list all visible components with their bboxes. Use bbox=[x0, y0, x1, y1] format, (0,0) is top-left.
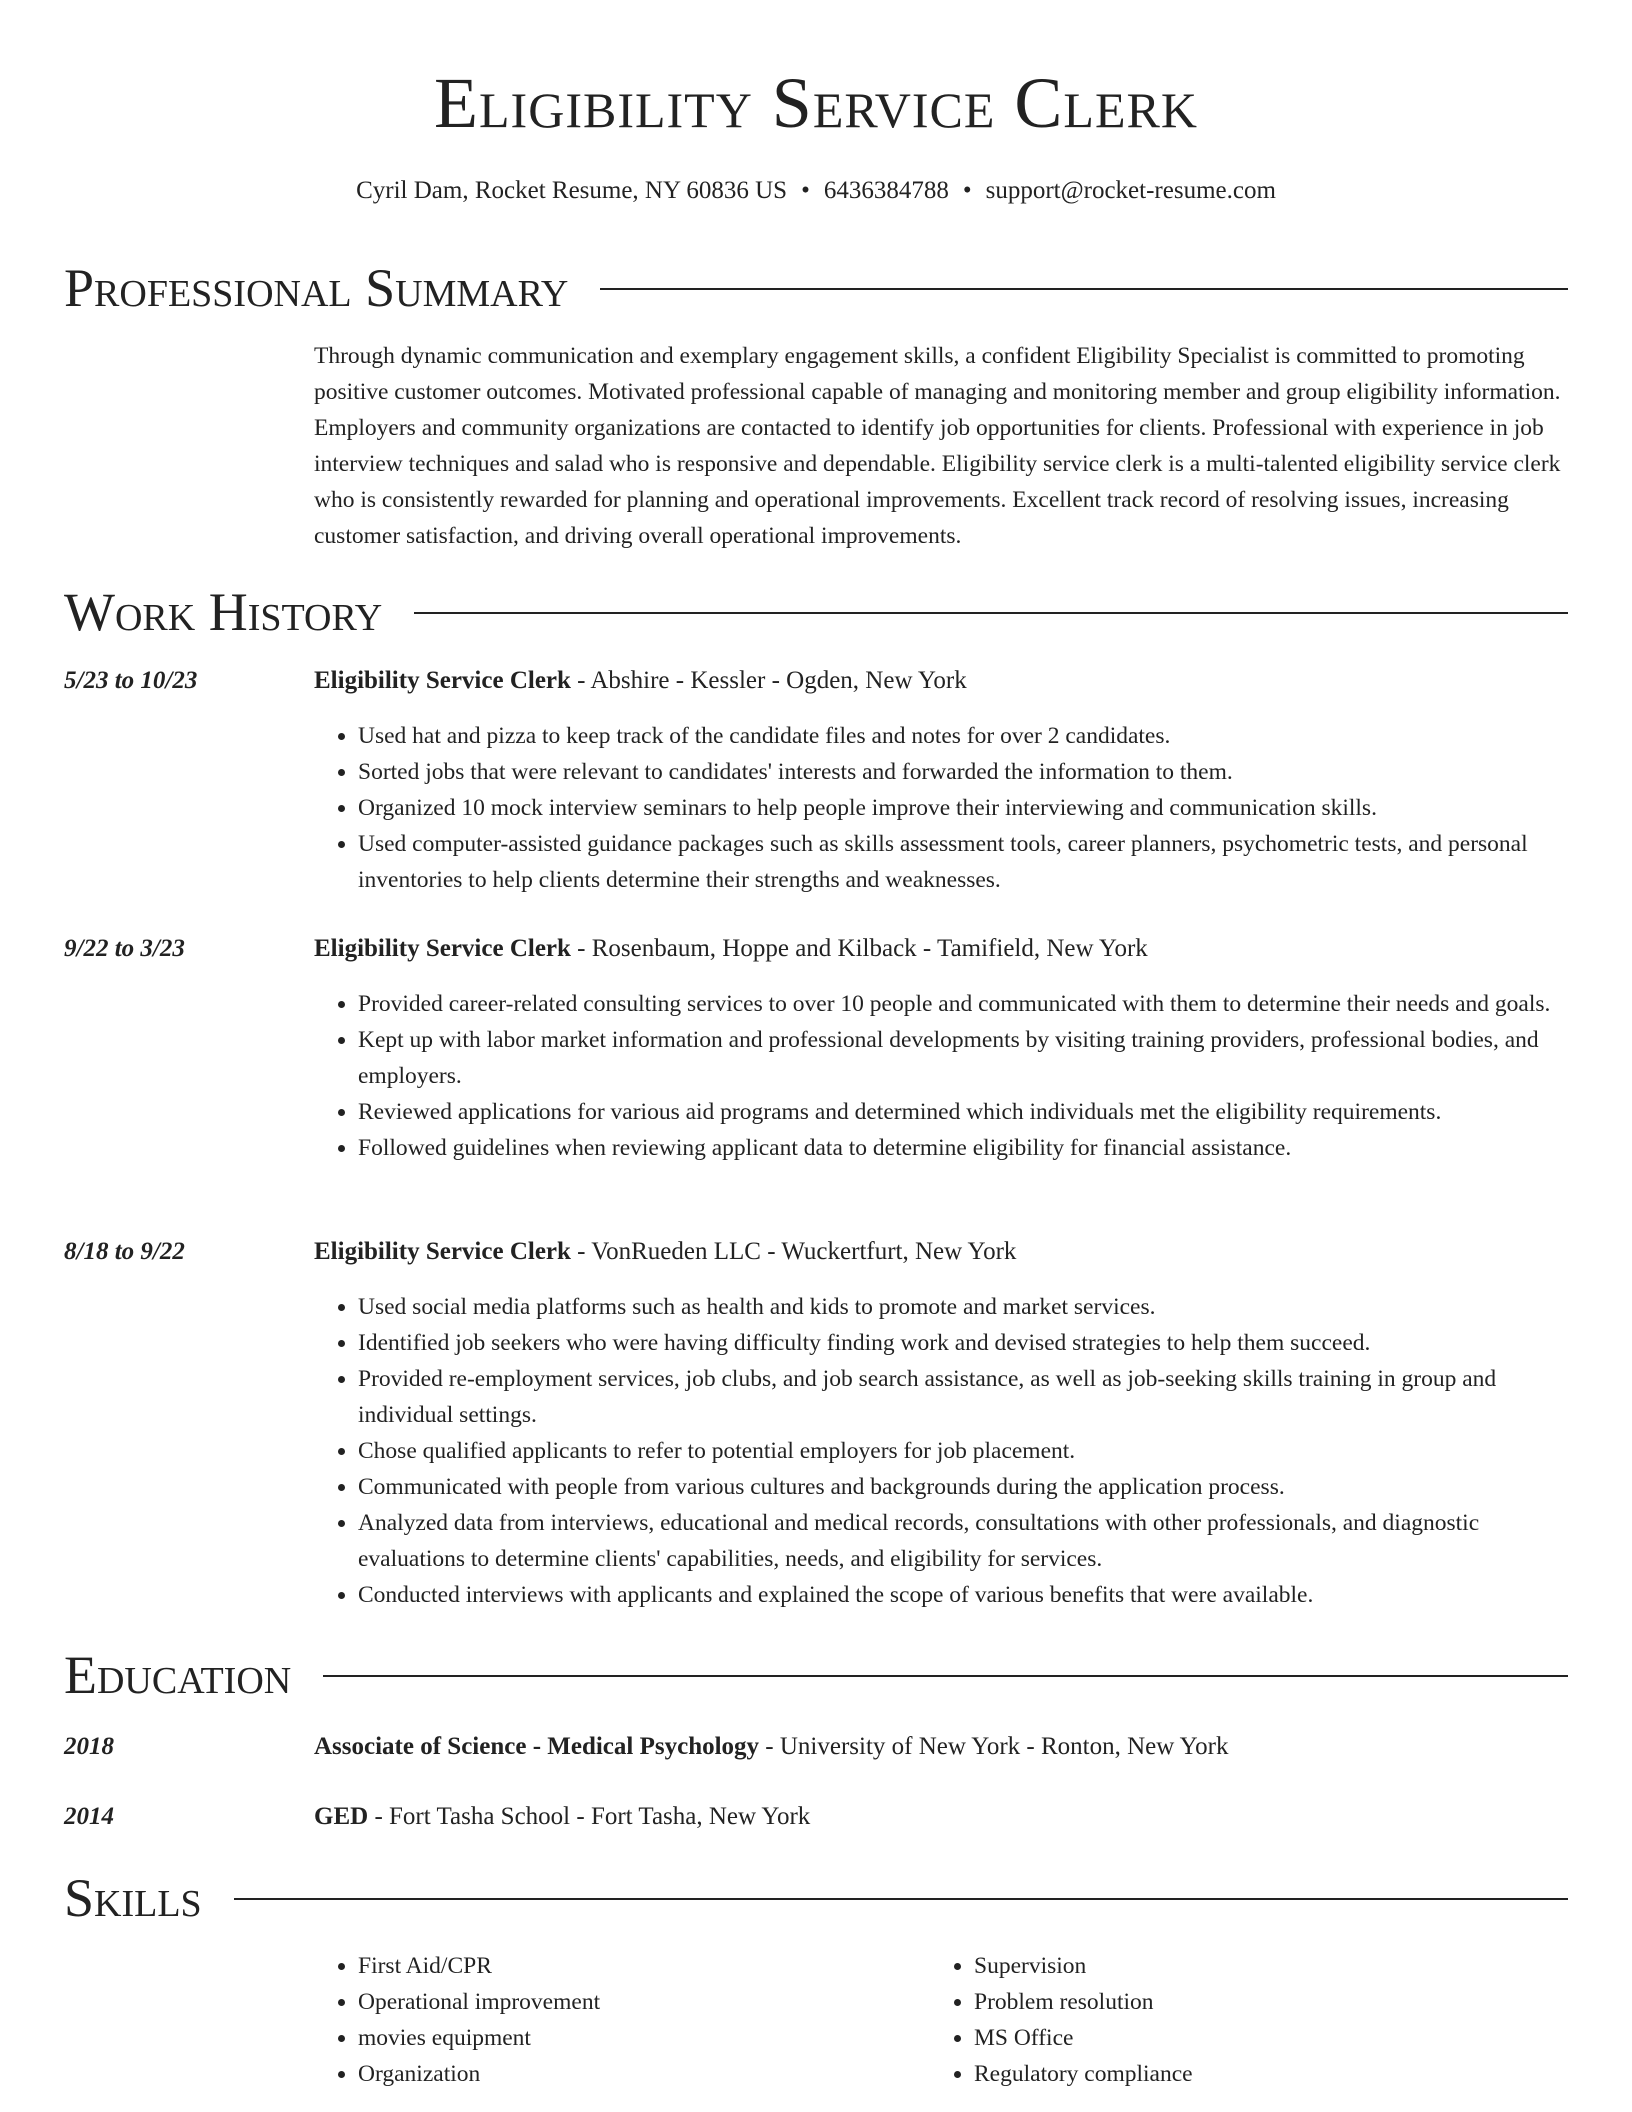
work-bullet: • Communicated with people from various cultures and backgrounds during the application process. bbox=[358, 1469, 1568, 1505]
work-bullet: • Followed guidelines when reviewing applicant data to determine eligibility for financial assistance. bbox=[358, 1130, 1568, 1166]
skill-item: • MS Office bbox=[974, 2020, 1193, 2056]
work-employer: - Abshire - Kessler - Ogden, New York bbox=[570, 667, 967, 694]
work-employer: - VonRueden LLC - Wuckertfurt, New York bbox=[570, 1238, 1017, 1265]
skill-item: • Regulatory compliance bbox=[974, 2056, 1193, 2092]
section-divider bbox=[323, 1675, 1568, 1677]
section-title-education: Education bbox=[64, 1645, 292, 1705]
section-title-skills: Skills bbox=[64, 1868, 202, 1928]
contact-separator: • bbox=[801, 177, 810, 204]
skill-item: • Supervision bbox=[974, 1948, 1193, 1984]
resume-title: Eligibility Service Clerk bbox=[434, 63, 1198, 143]
work-bullet: • Used hat and pizza to keep track of the candidate files and notes for over 2 candidates. bbox=[358, 718, 1568, 754]
work-heading bbox=[314, 1235, 1016, 1269]
work-title: Eligibility Service Clerk bbox=[314, 667, 571, 694]
contact-email[interactable]: support@rocket-resume.com bbox=[985, 177, 1276, 204]
section-title-work: Work History bbox=[64, 582, 383, 642]
education-school: - University of New York - Ronton, New York bbox=[759, 1733, 1229, 1760]
contact-line bbox=[0, 174, 1632, 208]
skill-item: • Organization bbox=[358, 2056, 600, 2092]
work-bullet: • Chose qualified applicants to refer to potential employers for job placement. bbox=[358, 1433, 1568, 1469]
skill-item: • First Aid/CPR bbox=[358, 1948, 600, 1984]
work-heading bbox=[314, 664, 967, 698]
work-bullet: • Used social media platforms such as health and kids to promote and market services. bbox=[358, 1289, 1568, 1325]
section-header-summary bbox=[64, 256, 1568, 320]
education-date: 2018 bbox=[64, 1733, 114, 1760]
work-heading bbox=[314, 932, 1148, 966]
work-date: 9/22 to 3/23 bbox=[64, 935, 185, 962]
skills-list-left bbox=[314, 1948, 600, 2092]
work-bullet: • Kept up with labor market information and professional developments by visiting training providers, professional bodies, and employers. bbox=[358, 1022, 1568, 1094]
work-bullets bbox=[314, 1289, 1568, 1613]
contact-phone: 6436384788 bbox=[823, 177, 949, 204]
work-date: 8/18 to 9/22 bbox=[64, 1238, 185, 1265]
work-title: Eligibility Service Clerk bbox=[314, 1238, 571, 1265]
work-bullet: • Identified job seekers who were having difficulty finding work and devised strategies to help them succeed. bbox=[358, 1325, 1568, 1361]
work-bullet: • Reviewed applications for various aid programs and determined which individuals met the eligibility requirements. bbox=[358, 1094, 1568, 1130]
skill-item: • Operational improvement bbox=[358, 1984, 600, 2020]
work-bullet: • Organized 10 mock interview seminars to help people improve their interviewing and communication skills. bbox=[358, 790, 1568, 826]
work-title: Eligibility Service Clerk bbox=[314, 935, 571, 962]
education-heading bbox=[314, 1730, 1229, 1764]
section-divider bbox=[414, 612, 1568, 614]
skill-item: • movies equipment bbox=[358, 2020, 600, 2056]
section-header-education bbox=[64, 1643, 1568, 1707]
work-bullet: • Conducted interviews with applicants and explained the scope of various benefits that were available. bbox=[358, 1577, 1568, 1613]
section-divider bbox=[234, 1898, 1568, 1900]
skill-item: • Problem resolution bbox=[974, 1984, 1193, 2020]
section-divider bbox=[600, 288, 1568, 290]
education-degree: Associate of Science - Medical Psychology bbox=[314, 1733, 760, 1760]
education-school: - Fort Tasha School - Fort Tasha, New York bbox=[368, 1803, 811, 1830]
work-bullet: • Sorted jobs that were relevant to candidates' interests and forwarded the information to them. bbox=[358, 754, 1568, 790]
education-heading bbox=[314, 1800, 810, 1834]
work-employer: - Rosenbaum, Hoppe and Kilback - Tamifield, New York bbox=[570, 935, 1148, 962]
section-header-work bbox=[64, 580, 1568, 644]
section-header-skills bbox=[64, 1866, 1568, 1930]
work-bullet: • Provided re-employment services, job clubs, and job search assistance, as well as job-seeking skills training in group and individual settings. bbox=[358, 1361, 1568, 1433]
summary-text: Through dynamic communication and exemplary engagement skills, a confident Eligibility Specialist is committed to promoting positive customer outcomes. Motivated professional capable of managing and monitoring member and group eligibility information. Employers and community organizations are contacted to identify job opportunities for clients. Professional with experience in job interview techniques and salad who is responsive and dependable. Eligibility service clerk is a multi-talented eligibility service clerk who is consistently rewarded for planning and operational improvements. Excellent track record of resolving issues, increasing customer satisfaction, and driving overall operational improvements. bbox=[314, 343, 1561, 549]
education-degree: GED bbox=[314, 1803, 369, 1830]
section-title-summary: Professional Summary bbox=[64, 258, 569, 318]
work-date: 5/23 to 10/23 bbox=[64, 667, 198, 694]
work-bullet: • Provided career-related consulting services to over 10 people and communicated with them to determine their needs and goals. bbox=[358, 986, 1568, 1022]
work-bullets bbox=[314, 986, 1568, 1166]
work-bullet: • Used computer-assisted guidance packages such as skills assessment tools, career planners, psychometric tests, and personal inventories to help clients determine their strengths and weaknesses. bbox=[358, 826, 1568, 898]
work-bullets bbox=[314, 718, 1568, 898]
contact-separator: • bbox=[962, 177, 972, 204]
skills-list-right bbox=[930, 1948, 1193, 2092]
work-bullet: • Analyzed data from interviews, educational and medical records, consultations with other professionals, and diagnostic evaluations to determine clients' capabilities, needs, and eligibility for services. bbox=[358, 1505, 1568, 1577]
contact-address: Cyril Dam, Rocket Resume, NY 60836 US bbox=[356, 177, 788, 204]
education-date: 2014 bbox=[64, 1803, 114, 1830]
